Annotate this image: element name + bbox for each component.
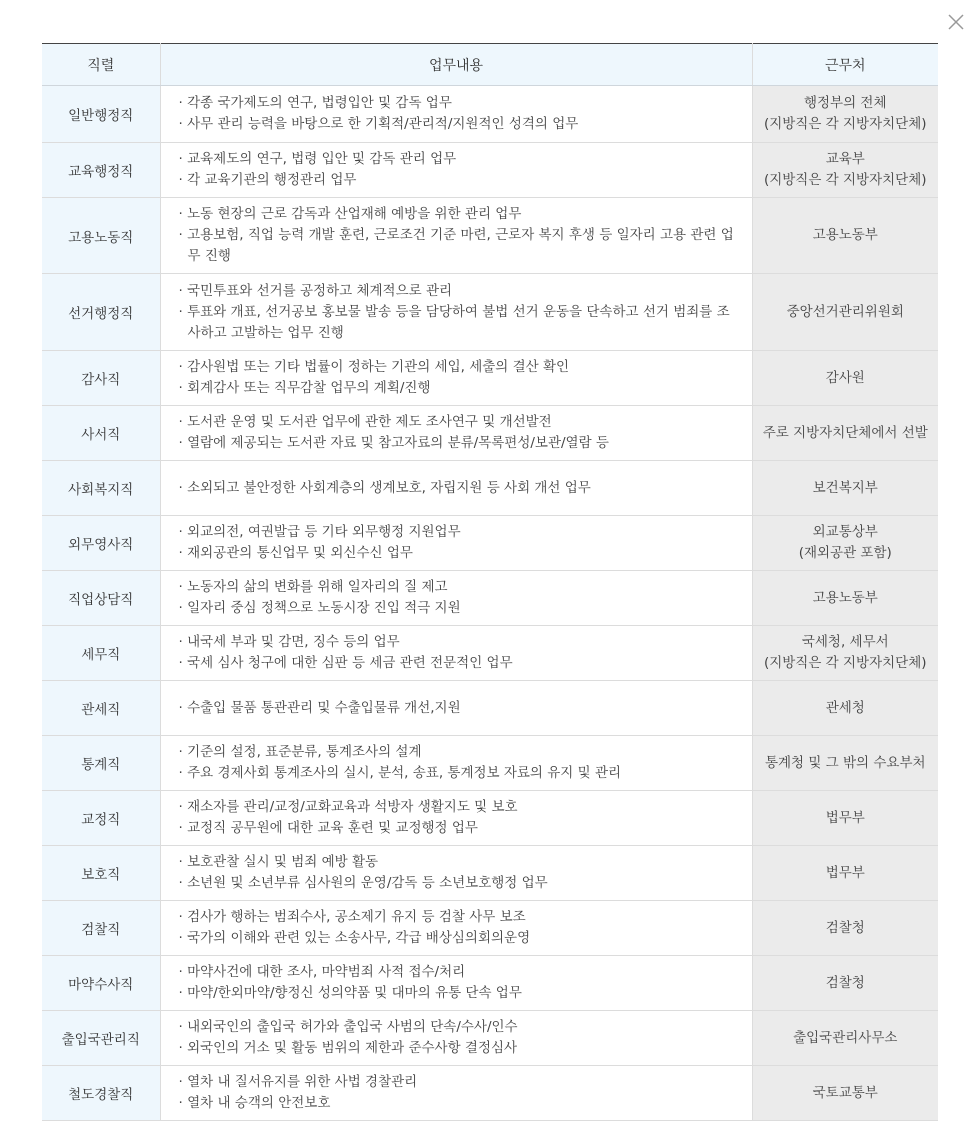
table-row [42,1011,938,1066]
workplace-text: 행정부의 전체 [803,95,887,111]
job-series-name: 사회복지직 [42,461,160,516]
workplace-cell [752,846,938,901]
duty-cell [160,351,752,406]
workplace-cell [752,351,938,406]
workplace-cell [752,86,938,143]
job-series-name: 출입국관리직 [42,1011,160,1066]
duty-item: · 열람에 제공되는 도서관 자료 및 참고자료의 분류/목록편성/보관/열람 등 [178,435,609,451]
table-row [42,86,938,143]
workplace-cell [752,956,938,1011]
workplace-text: 통계청 및 그 밖의 수요부처 [764,754,926,771]
workplace-text: 국토교통부 [812,1084,878,1101]
table-row [42,681,938,736]
duty-item: · 소외되고 불안정한 사회계층의 생계보호, 자립지원 등 사회 개선 업무 [178,479,591,496]
duty-cell [160,1066,752,1121]
workplace-text: 검찰청 [825,919,865,936]
duty-cell [160,406,752,461]
table-row [42,571,938,626]
job-table [42,43,938,1121]
duty-item: · 투표와 개표, 선거공보 홍보물 발송 등을 담당하여 불법 선거 운동을 단속하고 선거 범죄를 조사하고 고발하는 업무 진행 [178,303,730,341]
duty-item: · 감사원법 또는 기타 법률이 정하는 기관의 세입, 세출의 결산 확인 [178,359,570,375]
table-row [42,406,938,461]
workplace-cell [752,274,938,351]
duty-item: · 국민투표와 선거를 공정하고 체계적으로 관리 [178,282,453,299]
table-row [42,274,938,351]
workplace-cell [752,626,938,681]
workplace-text: 외교통상부 [812,524,878,540]
workplace-cell [752,736,938,791]
job-series-name: 교정직 [42,791,160,846]
duty-cell [160,461,752,516]
duty-item: · 마약사건에 대한 조사, 마약범죄 사적 접수/처리 [178,964,466,980]
duty-item: · 교정직 공무원에 대한 교육 훈련 및 교정행정 업무 [178,820,478,836]
table-header-row [42,44,938,86]
workplace-cell [752,143,938,198]
header-duty: 업무내용 [160,44,752,86]
job-series-name: 관세직 [42,681,160,736]
duty-cell [160,198,752,274]
duty-item: · 도서관 운영 및 도서관 업무에 관한 제도 조사연구 및 개선발전 [178,414,552,430]
job-series-name: 검찰직 [42,901,160,956]
duty-item: · 재외공관의 통신업무 및 외신수신 업무 [178,545,413,561]
duty-item: · 주요 경제사회 통계조사의 실시, 분석, 송표, 통계정보 자료의 유지 및 관리 [178,765,622,781]
job-series-name: 교육행정직 [42,143,160,198]
duty-item: · 외교의전, 여권발급 등 기타 외무행정 지원업무 [178,524,461,540]
duty-item: · 내외국인의 출입국 허가와 출입국 사범의 단속/수사/인수 [178,1019,518,1035]
duty-cell [160,86,752,143]
table-row [42,143,938,198]
table-row [42,1066,938,1121]
table-row [42,351,938,406]
duty-item: · 외국인의 거소 및 활동 범위의 제한과 준수사항 결정심사 [178,1040,518,1056]
job-series-name: 세무직 [42,626,160,681]
duty-cell [160,901,752,956]
table-row [42,198,938,274]
workplace-cell [752,198,938,274]
table-row [42,626,938,681]
workplace-text: (재외공관 포함) [798,545,892,561]
duty-cell [160,516,752,571]
duty-item: · 내국세 부과 및 감면, 징수 등의 업무 [178,634,400,650]
duty-cell [160,626,752,681]
table-row [42,846,938,901]
workplace-text: (지방직은 각 지방자치단체) [763,116,927,132]
job-series-name: 보호직 [42,846,160,901]
workplace-cell [752,901,938,956]
duty-item: · 각 교육기관의 행정관리 업무 [178,172,357,188]
duty-cell [160,791,752,846]
duty-item: · 검사가 행하는 범죄수사, 공소제기 유지 등 검찰 사무 보조 [178,909,526,925]
duty-cell [160,143,752,198]
workplace-cell [752,516,938,571]
workplace-cell [752,1066,938,1121]
duty-cell [160,1011,752,1066]
job-series-name: 외무영사직 [42,516,160,571]
workplace-text: 법무부 [825,809,865,826]
table-row [42,516,938,571]
table-row [42,791,938,846]
job-series-name: 일반행정직 [42,86,160,143]
duty-cell [160,681,752,736]
duty-item: · 교육제도의 연구, 법령 입안 및 감독 관리 업무 [178,151,457,167]
workplace-text: 보건복지부 [812,479,878,496]
workplace-text: 법무부 [825,864,865,881]
workplace-cell [752,1011,938,1066]
duty-cell [160,274,752,351]
table-row [42,956,938,1011]
close-button[interactable] [944,10,968,34]
job-series-name: 감사직 [42,351,160,406]
duty-item: · 각종 국가제도의 연구, 법령입안 및 감독 업무 [178,95,452,111]
workplace-text: (지방직은 각 지방자치단체) [763,172,927,188]
job-series-name: 마약수사직 [42,956,160,1011]
workplace-text: 검찰청 [825,974,865,991]
workplace-text: 출입국관리사무소 [793,1029,898,1046]
workplace-text: 주로 지방자치단체에서 선발 [762,424,928,441]
job-series-name: 고용노동직 [42,198,160,274]
job-series-name: 직업상담직 [42,571,160,626]
duty-item: · 소년원 및 소년부류 심사원의 운영/감독 등 소년보호행정 업무 [178,875,548,891]
duty-item: · 기준의 설정, 표준분류, 통계조사의 설계 [178,744,422,760]
job-series-name: 철도경찰직 [42,1066,160,1121]
workplace-cell [752,406,938,461]
workplace-text: 중앙선거관리위원회 [786,303,904,320]
duty-item: · 재소자를 관리/교정/교화교육과 석방자 생활지도 및 보호 [178,799,518,815]
duty-cell [160,736,752,791]
close-icon [944,10,968,34]
table-row [42,901,938,956]
duty-item: · 열차 내 승객의 안전보호 [178,1095,331,1111]
workplace-cell [752,461,938,516]
duty-cell [160,571,752,626]
duty-item: · 일자리 중심 정책으로 노동시장 진입 적극 지원 [178,600,461,616]
job-series-name: 사서직 [42,406,160,461]
header-name: 직렬 [42,44,160,86]
duty-item: · 고용보험, 직업 능력 개발 훈련, 근로조건 기준 마련, 근로자 복지 후생 등 일자리 고용 관련 업무 진행 [178,227,734,264]
duty-item: · 노동자의 삶의 변화를 위해 일자리의 질 제고 [178,579,448,595]
workplace-text: 감사원 [825,369,865,386]
table-body [42,86,938,1121]
header-place: 근무처 [752,44,938,86]
workplace-text: 고용노동부 [812,227,878,243]
duty-cell [160,956,752,1011]
job-series-name: 선거행정직 [42,274,160,351]
workplace-cell [752,571,938,626]
workplace-text: (지방직은 각 지방자치단체) [763,655,927,671]
duty-item: · 국가의 이해와 관련 있는 소송사무, 각급 배상심의회의운영 [178,930,531,946]
duty-item: · 회계감사 또는 직무감찰 업무의 계획/진행 [178,380,431,396]
workplace-cell [752,681,938,736]
workplace-cell [752,791,938,846]
duty-item: · 보호관찰 실시 및 범죄 예방 활동 [178,854,379,870]
table-row [42,461,938,516]
duty-item: · 마약/한외마약/향정신 성의약품 및 대마의 유통 단속 업무 [178,985,522,1001]
workplace-text: 고용노동부 [812,589,878,606]
workplace-text: 교육부 [825,151,865,167]
workplace-text: 국세청, 세무서 [801,634,889,650]
table-row [42,736,938,791]
duty-item: · 열차 내 질서유지를 위한 사법 경찰관리 [178,1074,418,1090]
workplace-text: 관세청 [825,699,865,716]
job-series-name: 통계직 [42,736,160,791]
duty-cell [160,846,752,901]
duty-item: · 수출입 물품 통관관리 및 수출입물류 개선,지원 [178,699,461,716]
duty-item: · 국세 심사 청구에 대한 심판 등 세금 관련 전문적인 업무 [178,655,513,671]
duty-item: · 노동 현장의 근로 감독과 산업재해 예방을 위한 관리 업무 [178,206,522,222]
duty-item: · 사무 관리 능력을 바탕으로 한 기획적/관리적/지원적인 성격의 업무 [178,116,579,132]
